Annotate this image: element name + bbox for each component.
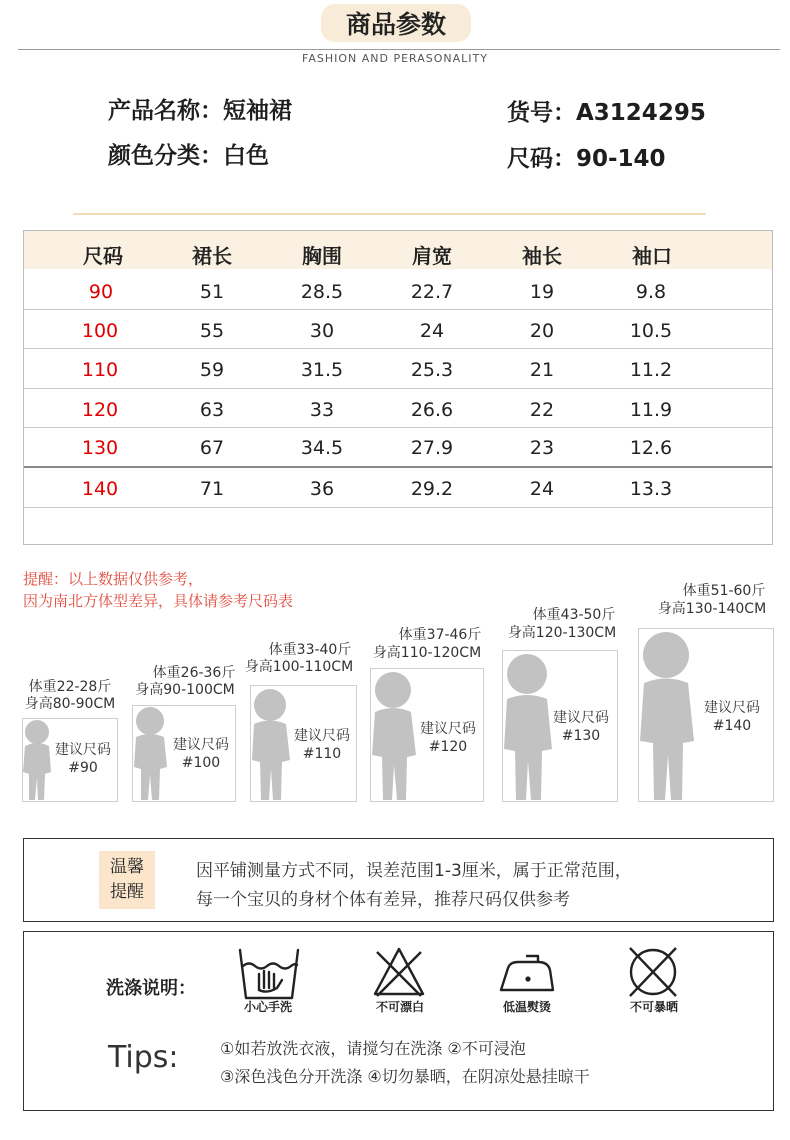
kid-weight-130: 体重43-50斤 — [532, 607, 616, 623]
reminder-line-2: 因为南北方体型差异，具体请参考尺码表 — [23, 592, 294, 610]
tips-label: Tips: — [108, 1040, 179, 1075]
product-name: 产品名称：短袖裙 — [108, 98, 292, 124]
kid-rec-size-110: #110 — [302, 746, 342, 762]
reminder-line-1: 提醒：以上数据仅供参考， — [23, 570, 204, 588]
kid-rec-label-120: 建议尺码 — [420, 721, 476, 737]
table-cell: 33 — [309, 399, 335, 421]
table-cell: 21 — [529, 359, 555, 381]
warm-reminder-tag-line-2: 提醒 — [110, 882, 144, 902]
kid-rec-size-120: #120 — [428, 739, 468, 755]
table-cell: 10.5 — [629, 320, 673, 342]
table-cell: 12.6 — [629, 437, 673, 459]
page-subtitle: FASHION AND PERASONALITY — [302, 52, 488, 65]
column-header-cuff: 袖口 — [632, 244, 672, 268]
kid-rec-size-90: #90 — [68, 760, 98, 776]
no-bleach-label: 不可漂白 — [375, 1000, 424, 1014]
column-header-bust: 胸围 — [302, 244, 342, 268]
table-cell: 22 — [529, 399, 555, 421]
table-cell: 26.6 — [410, 399, 454, 421]
table-cell: 28.5 — [300, 281, 344, 303]
table-cell-size: 130 — [81, 437, 119, 459]
row-divider — [24, 427, 772, 428]
table-cell: 63 — [199, 399, 225, 421]
warm-reminder-tag-line-1: 温馨 — [110, 857, 144, 877]
low-iron-label: 低温熨烫 — [502, 1000, 551, 1014]
kid-rec-label-110: 建议尺码 — [294, 728, 350, 744]
no-sun-dry-label: 不可暴晒 — [629, 1000, 678, 1014]
kid-rec-size-140: #140 — [712, 718, 752, 734]
page-title: 商品参数 — [321, 4, 471, 42]
row-divider — [24, 388, 772, 389]
table-cell: 23 — [529, 437, 555, 459]
row-divider — [24, 466, 772, 468]
title-divider — [18, 49, 780, 50]
kid-weight-120: 体重37-46斤 — [398, 627, 482, 643]
kid-rec-label-90: 建议尺码 — [55, 742, 111, 758]
table-cell: 29.2 — [410, 478, 454, 500]
column-header-sleeve: 袖长 — [522, 244, 562, 268]
kid-weight-100: 体重26-36斤 — [152, 665, 236, 681]
kid-height-100: 身高90-100CM — [135, 682, 235, 698]
no-bleach-icon — [372, 946, 426, 998]
warm-reminder-box — [23, 838, 774, 922]
table-cell: 25.3 — [410, 359, 454, 381]
low-iron-icon — [498, 952, 556, 994]
table-cell-size: 100 — [81, 320, 119, 342]
table-cell: 19 — [529, 281, 555, 303]
kid-weight-140: 体重51-60斤 — [682, 583, 766, 599]
tips-line-1: ①如若放洗衣液，请搅匀在洗涤 ②不可浸泡 — [220, 1039, 526, 1058]
table-cell: 71 — [199, 478, 225, 500]
table-cell-size: 110 — [81, 359, 119, 381]
tips-line-2: ③深色浅色分开洗涤 ④切勿暴晒，在阴凉处悬挂晾干 — [220, 1067, 590, 1086]
warm-reminder-tag — [99, 851, 155, 909]
table-cell: 20 — [529, 320, 555, 342]
kid-height-90: 身高80-90CM — [24, 696, 116, 712]
column-header-size: 尺码 — [83, 244, 123, 268]
table-cell: 11.9 — [629, 399, 673, 421]
size-table — [23, 230, 773, 545]
table-cell: 31.5 — [300, 359, 344, 381]
no-sun-dry-icon — [624, 944, 682, 1000]
washing-title: 洗涤说明： — [106, 978, 196, 999]
kid-weight-90: 体重22-28斤 — [28, 679, 112, 695]
table-cell: 24 — [419, 320, 445, 342]
info-divider — [73, 213, 706, 215]
hand-wash-label: 小心手洗 — [243, 1000, 292, 1014]
product-sku: 货号：A3124295 — [507, 100, 706, 126]
table-cell-size: 140 — [81, 478, 119, 500]
kid-rec-label-140: 建议尺码 — [704, 700, 760, 716]
table-cell: 34.5 — [300, 437, 344, 459]
table-cell-size: 90 — [88, 281, 114, 303]
child-silhouette-icon — [636, 627, 700, 802]
washing-instructions-box — [23, 931, 774, 1111]
column-header-shoulder: 肩宽 — [412, 244, 452, 268]
table-cell: 36 — [309, 478, 335, 500]
table-cell: 9.8 — [635, 281, 667, 303]
table-cell: 51 — [199, 281, 225, 303]
kid-height-130: 身高120-130CM — [507, 625, 617, 641]
column-header-length: 裙长 — [192, 244, 232, 268]
table-cell: 13.3 — [629, 478, 673, 500]
table-cell: 22.7 — [410, 281, 454, 303]
kid-rec-size-100: #100 — [181, 755, 221, 771]
row-divider — [24, 348, 772, 349]
kid-height-110: 身高100-110CM — [244, 659, 354, 675]
kid-weight-110: 体重33-40斤 — [268, 642, 352, 658]
row-divider — [24, 309, 772, 310]
kid-rec-label-130: 建议尺码 — [553, 710, 609, 726]
table-cell: 67 — [199, 437, 225, 459]
table-cell: 55 — [199, 320, 225, 342]
kid-height-120: 身高110-120CM — [372, 645, 482, 661]
table-cell: 59 — [199, 359, 225, 381]
kid-rec-label-100: 建议尺码 — [173, 737, 229, 753]
warm-reminder-line-2: 每一个宝贝的身材个体有差异，推荐尺码仅供参考 — [196, 890, 570, 910]
table-cell-size: 120 — [81, 399, 119, 421]
table-cell: 30 — [309, 320, 335, 342]
table-cell: 24 — [529, 478, 555, 500]
kid-height-140: 身高130-140CM — [657, 601, 767, 617]
kid-rec-size-130: #130 — [561, 728, 601, 744]
product-size-range: 尺码：90-140 — [507, 146, 666, 172]
table-cell: 27.9 — [410, 437, 454, 459]
warm-reminder-line-1: 因平铺测量方式不同，误差范围1-3厘米，属于正常范围， — [196, 861, 632, 881]
row-divider — [24, 507, 772, 508]
product-color: 颜色分类：白色 — [108, 143, 269, 169]
table-cell: 11.2 — [629, 359, 673, 381]
hand-wash-icon — [237, 946, 301, 1000]
